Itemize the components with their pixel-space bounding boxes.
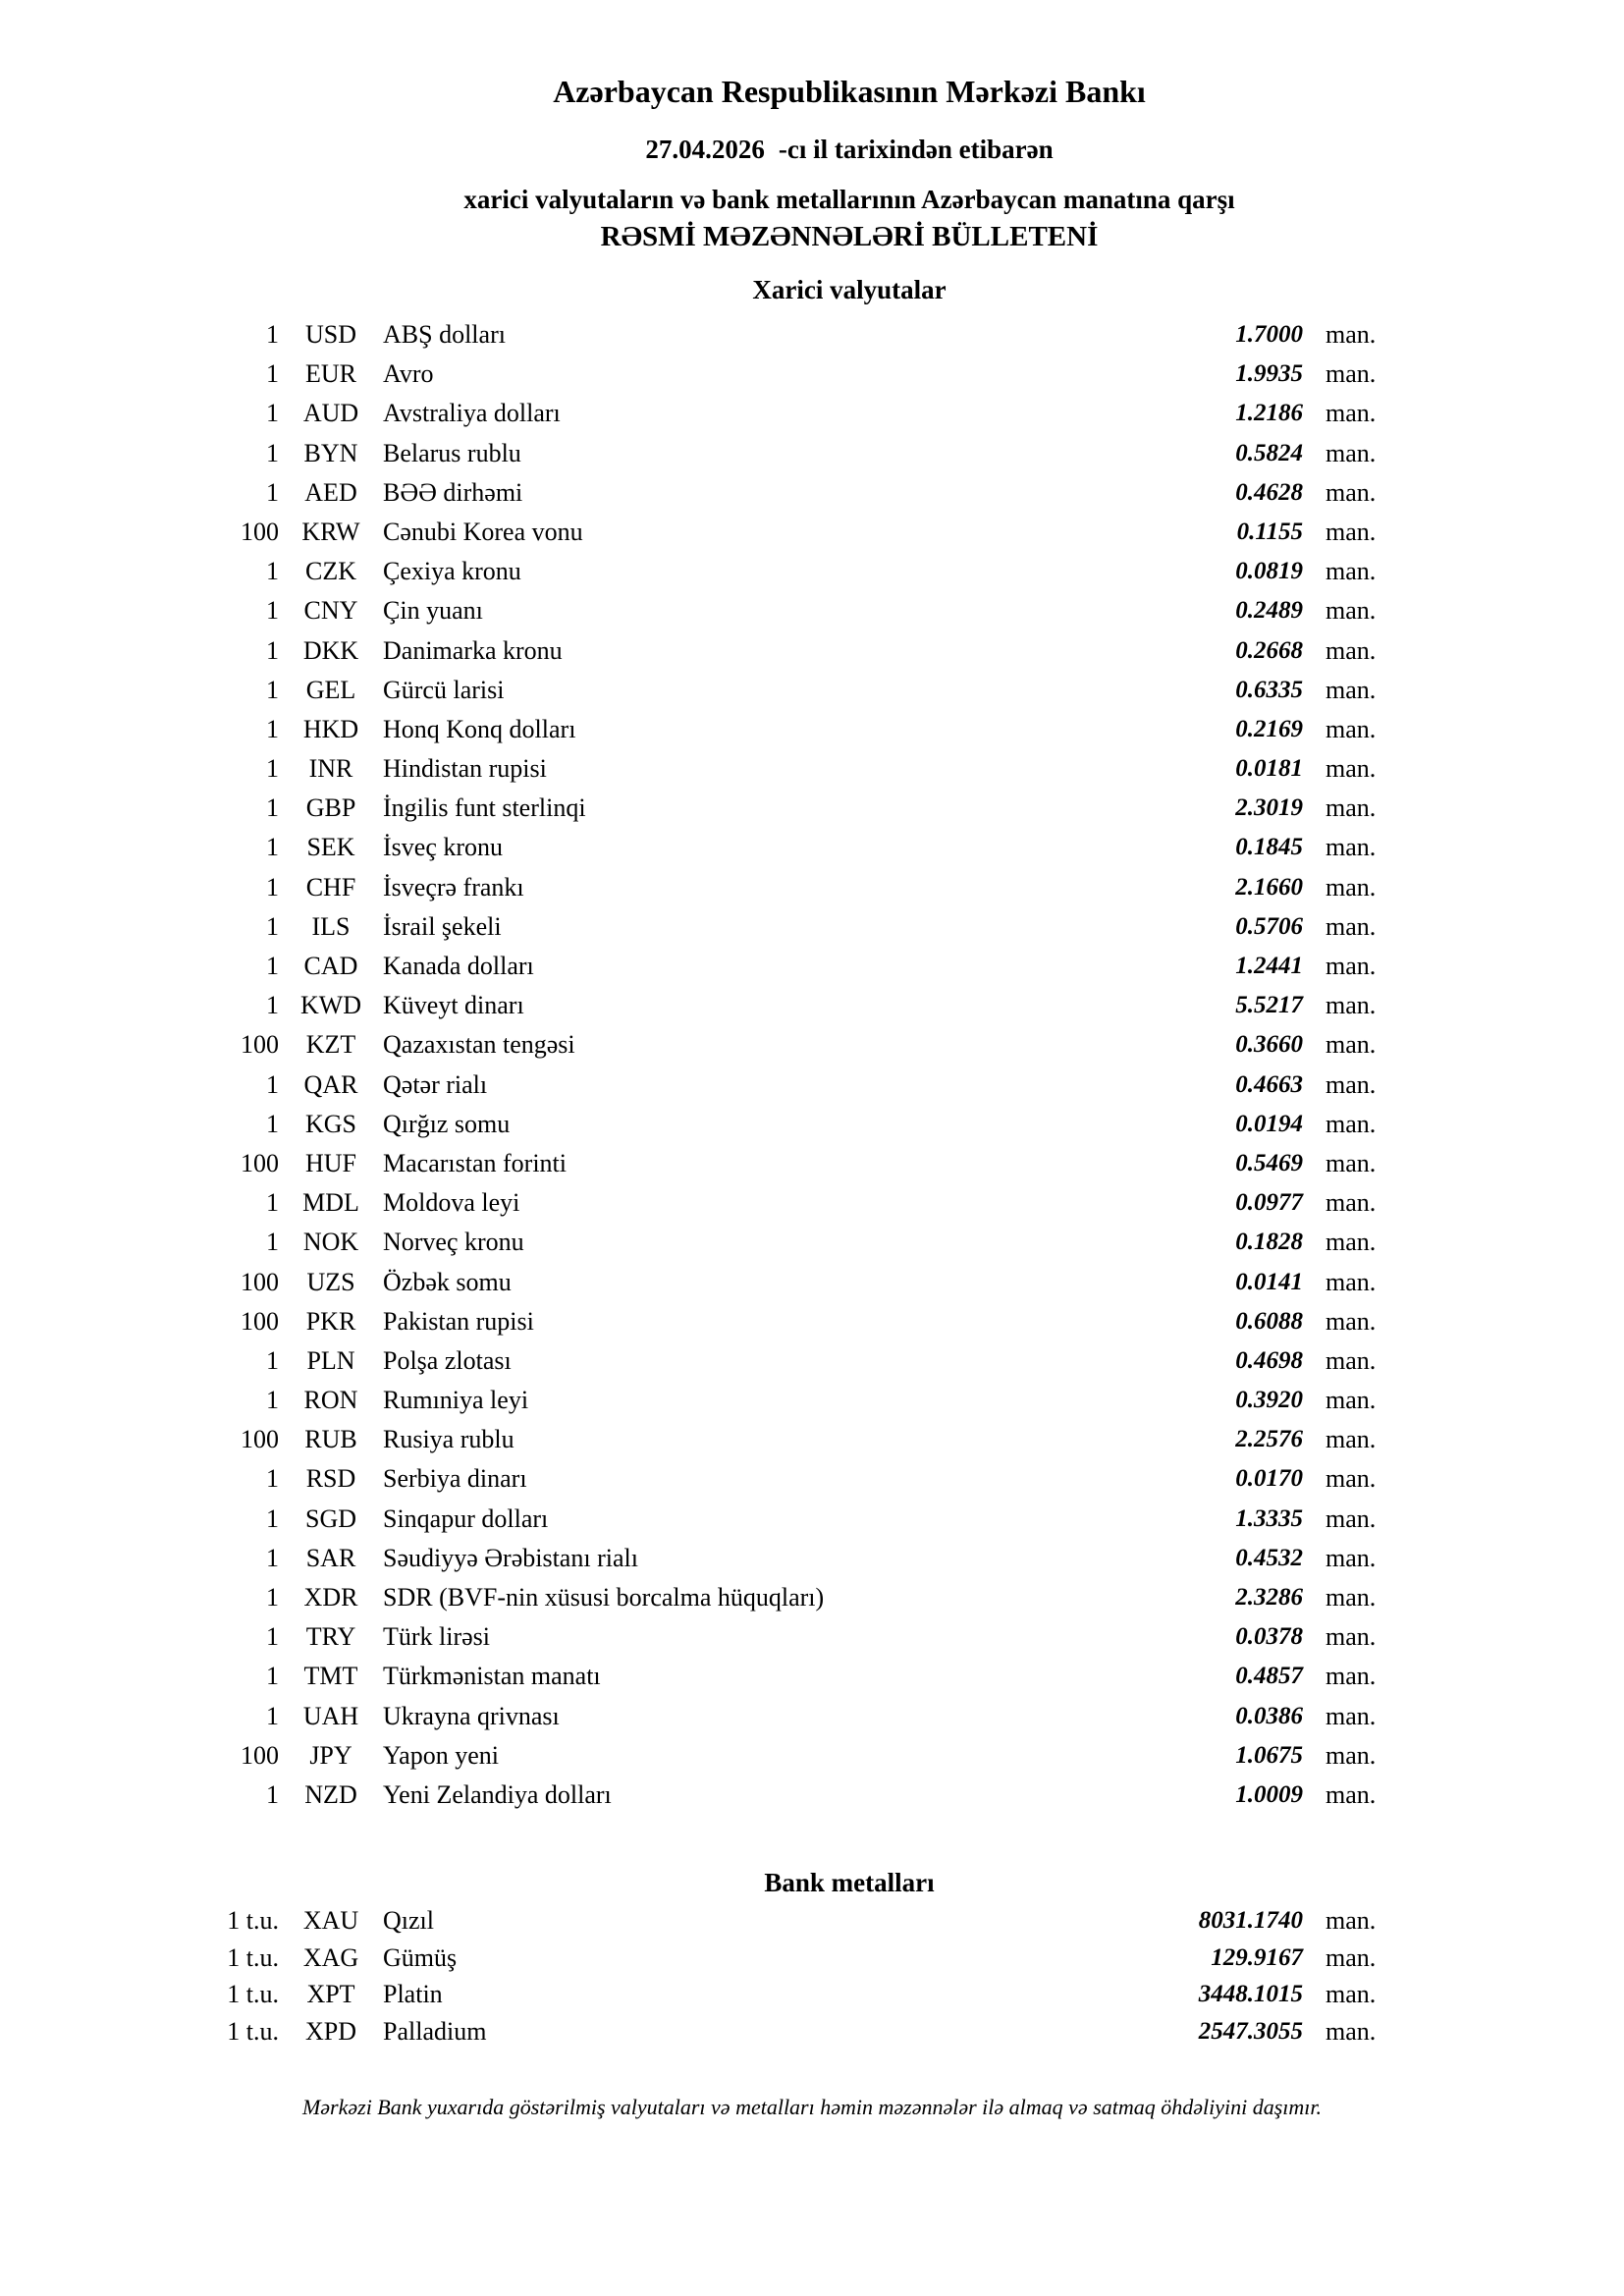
currency-row-name: Çexiya kronu	[383, 557, 521, 586]
currency-row-name: Norveç kronu	[383, 1228, 524, 1257]
currency-row-qty: 1	[266, 1386, 279, 1415]
currency-row-code: GEL	[305, 675, 356, 704]
effective-date-suffix: -cı il tarixindən etibarən	[778, 135, 1054, 164]
currency-row-code: KZT	[305, 1030, 356, 1060]
currency-row	[0, 1263, 1624, 1302]
currency-row-rate: 5.5217	[1235, 992, 1303, 1019]
currency-row-qty: 1	[266, 714, 279, 743]
currency-row-code: DKK	[302, 635, 359, 665]
currency-row	[0, 1539, 1624, 1578]
currency-row-qty: 100	[241, 517, 279, 546]
currency-row-unit: man.	[1326, 714, 1377, 743]
currency-row-unit: man.	[1326, 477, 1377, 507]
currency-row-rate: 1.3335	[1235, 1504, 1303, 1532]
currency-row-name: Kanada dolları	[383, 952, 534, 980]
currency-row-name: Avro	[383, 359, 434, 389]
currency-row	[0, 1617, 1624, 1657]
currency-row-name: Özbək somu	[383, 1267, 512, 1296]
currency-row-qty: 100	[241, 1267, 279, 1296]
currency-row	[0, 1223, 1624, 1262]
currency-row-qty: 1	[266, 596, 279, 626]
currency-row	[0, 513, 1624, 552]
metal-row-qty: 1 t.u.	[227, 1906, 279, 1935]
currency-row-unit: man.	[1326, 1779, 1377, 1809]
metal-row	[0, 1940, 1624, 1977]
metal-row-rate: 2547.3055	[1198, 2018, 1303, 2046]
metal-row-qty: 1 t.u.	[227, 1942, 279, 1972]
currency-row-qty: 100	[241, 1306, 279, 1336]
currency-row-name: Ukrayna qrivnası	[383, 1701, 560, 1730]
metal-row-rate: 8031.1740	[1198, 1907, 1303, 1934]
currency-row-unit: man.	[1326, 1109, 1377, 1138]
currency-row-qty: 1	[266, 1345, 279, 1375]
currency-row-rate: 0.6088	[1235, 1307, 1303, 1335]
metal-row-name: Qızıl	[383, 1906, 434, 1935]
metal-row-name: Gümüş	[383, 1942, 458, 1972]
currency-row-qty: 1	[266, 1543, 279, 1572]
currency-row-name: Cənubi Korea vonu	[383, 517, 583, 546]
currency-row-qty: 1	[266, 557, 279, 586]
currency-row-name: Qətər rialı	[383, 1069, 488, 1099]
currency-row-name: Türk lirəsi	[383, 1622, 491, 1652]
currency-row-name: Səudiyyə Ərəbistanı rialı	[383, 1543, 638, 1572]
bulletin-title: RƏSMİ MƏZƏNNƏLƏRİ BÜLLETENİ	[600, 221, 1099, 252]
currency-row-code: INR	[308, 754, 353, 784]
currency-row	[0, 631, 1624, 671]
currency-row-name: Yeni Zelandiya dolları	[383, 1779, 612, 1809]
metal-row-unit: man.	[1326, 1980, 1377, 2009]
currency-row-unit: man.	[1326, 952, 1377, 980]
currency-row	[0, 394, 1624, 433]
currency-row-unit: man.	[1326, 1425, 1377, 1454]
currency-row-rate: 0.6335	[1235, 676, 1303, 703]
metal-row-name: Platin	[383, 1980, 443, 2009]
currency-row-rate: 0.1828	[1235, 1229, 1303, 1256]
currency-row-rate: 0.0141	[1235, 1268, 1303, 1295]
currency-row-qty: 1	[266, 793, 279, 823]
currency-row-unit: man.	[1326, 1306, 1377, 1336]
currency-row-qty: 1	[266, 399, 279, 428]
currency-row-code: NOK	[302, 1228, 359, 1257]
metal-row-code: XPT	[306, 1980, 355, 2009]
currency-row-code: PKR	[305, 1306, 356, 1336]
currency-row-qty: 1	[266, 833, 279, 862]
currency-row-code: NZD	[304, 1779, 357, 1809]
currency-row-unit: man.	[1326, 1069, 1377, 1099]
currency-row-qty: 1	[266, 872, 279, 902]
currency-row	[0, 710, 1624, 749]
currency-row	[0, 434, 1624, 473]
currency-row	[0, 1025, 1624, 1065]
currency-row	[0, 1776, 1624, 1815]
currency-row-rate: 0.1845	[1235, 834, 1303, 861]
currency-row-rate: 1.9935	[1235, 360, 1303, 388]
currency-row	[0, 1459, 1624, 1499]
currency-row-name: Qırğız somu	[383, 1109, 511, 1138]
currency-row-code: RUB	[304, 1425, 357, 1454]
currencies-section-title: Xarici valyutalar	[752, 275, 947, 304]
currency-row-rate: 1.2186	[1235, 400, 1303, 427]
currency-row-rate: 1.0675	[1235, 1741, 1303, 1769]
currency-row-unit: man.	[1326, 635, 1377, 665]
metal-row-unit: man.	[1326, 2017, 1377, 2047]
currency-row-qty: 1	[266, 1188, 279, 1218]
currency-row-unit: man.	[1326, 754, 1377, 784]
metal-row-unit: man.	[1326, 1906, 1377, 1935]
currency-row-unit: man.	[1326, 359, 1377, 389]
currency-row-qty: 100	[241, 1425, 279, 1454]
metal-row-name: Palladium	[383, 2017, 487, 2047]
effective-date: 27.04.2026	[645, 135, 765, 164]
currency-row-code: CAD	[303, 952, 358, 980]
currency-row	[0, 473, 1624, 513]
currency-row-qty: 1	[266, 359, 279, 389]
currency-row-unit: man.	[1326, 1345, 1377, 1375]
currency-row	[0, 1500, 1624, 1539]
metal-row-rate: 129.9167	[1211, 1943, 1303, 1971]
currency-row-unit: man.	[1326, 793, 1377, 823]
currency-row-unit: man.	[1326, 1701, 1377, 1730]
currency-row-code: BYN	[303, 438, 358, 467]
currency-row-code: TRY	[305, 1622, 356, 1652]
currency-row-qty: 1	[266, 477, 279, 507]
currency-row-qty: 1	[266, 911, 279, 941]
currency-row-unit: man.	[1326, 399, 1377, 428]
currency-row	[0, 1341, 1624, 1381]
currency-row-name: Çin yuanı	[383, 596, 483, 626]
currency-row-rate: 1.0009	[1235, 1780, 1303, 1808]
currency-row-code: HKD	[302, 714, 359, 743]
currency-row-unit: man.	[1326, 557, 1377, 586]
currency-row-code: RSD	[305, 1464, 356, 1494]
currency-row	[0, 1697, 1624, 1736]
currency-row-unit: man.	[1326, 1503, 1377, 1533]
metal-row-rate: 3448.1015	[1198, 1981, 1303, 2008]
currency-row	[0, 591, 1624, 630]
currency-row-code: UAH	[302, 1701, 359, 1730]
currency-row-rate: 0.0181	[1235, 755, 1303, 783]
currency-row-name: İsrail şekeli	[383, 911, 502, 941]
currency-row-code: CHF	[305, 872, 356, 902]
currency-row-rate: 0.5824	[1235, 439, 1303, 466]
subtitle: xarici valyutaların və bank metallarının Azərbaycan manatına qarşı	[463, 185, 1235, 214]
currency-row-rate: 0.2668	[1235, 636, 1303, 664]
currency-row-rate: 0.0819	[1235, 558, 1303, 585]
currency-row-name: Rusiya rublu	[383, 1425, 514, 1454]
currency-row-name: İngilis funt sterlinqi	[383, 793, 586, 823]
currency-row-code: TMT	[303, 1662, 358, 1691]
currency-row-rate: 2.3286	[1235, 1584, 1303, 1611]
currency-row	[0, 986, 1624, 1025]
currency-row-unit: man.	[1326, 1030, 1377, 1060]
currency-row-rate: 0.2169	[1235, 715, 1303, 742]
currency-row-code: HUF	[304, 1148, 356, 1177]
currency-row-rate: 2.1660	[1235, 873, 1303, 901]
currency-row-name: Serbiya dinarı	[383, 1464, 527, 1494]
currency-row-unit: man.	[1326, 1583, 1377, 1612]
currency-row-unit: man.	[1326, 1622, 1377, 1652]
currency-row-code: GBP	[305, 793, 356, 823]
currency-row-unit: man.	[1326, 517, 1377, 546]
currency-row-rate: 0.0378	[1235, 1623, 1303, 1651]
currency-row-name: Avstraliya dolları	[383, 399, 561, 428]
currency-row-rate: 2.3019	[1235, 794, 1303, 822]
currency-row-rate: 2.2576	[1235, 1426, 1303, 1453]
currency-row	[0, 315, 1624, 355]
currency-row-unit: man.	[1326, 1386, 1377, 1415]
currency-row-rate: 0.0170	[1235, 1465, 1303, 1493]
currency-table	[0, 315, 1624, 1815]
currency-row	[0, 1302, 1624, 1341]
currency-row-name: Türkmənistan manatı	[383, 1662, 601, 1691]
currency-row-rate: 0.4663	[1235, 1070, 1303, 1098]
currency-row-qty: 1	[266, 754, 279, 784]
metals-section-title: Bank metalları	[764, 1868, 935, 1897]
currency-row-unit: man.	[1326, 1228, 1377, 1257]
currency-row-unit: man.	[1326, 675, 1377, 704]
currency-row	[0, 671, 1624, 710]
currency-row-rate: 1.2441	[1235, 953, 1303, 979]
currency-row-name: Gürcü larisi	[383, 675, 505, 704]
currency-row-code: SAR	[305, 1543, 356, 1572]
currency-row-code: EUR	[305, 359, 356, 389]
currency-row-rate: 0.5469	[1235, 1149, 1303, 1176]
currency-row-name: Sinqapur dolları	[383, 1503, 549, 1533]
currency-row-rate: 1.7000	[1235, 321, 1303, 348]
currency-row-code: KRW	[301, 517, 360, 546]
currency-row-rate: 0.5706	[1235, 912, 1303, 940]
currency-row-rate: 0.0977	[1235, 1189, 1303, 1217]
currency-row-qty: 1	[266, 991, 279, 1020]
currency-row-qty: 1	[266, 1583, 279, 1612]
currency-row-qty: 1	[266, 675, 279, 704]
currency-row-unit: man.	[1326, 872, 1377, 902]
currency-row-name: ABŞ dolları	[383, 320, 506, 349]
currency-row	[0, 749, 1624, 789]
currency-row-name: Rumıniya leyi	[383, 1386, 529, 1415]
currency-row-qty: 1	[266, 635, 279, 665]
currency-row-name: İsveçrə frankı	[383, 872, 524, 902]
currency-row	[0, 828, 1624, 867]
currency-row-name: Danimarka kronu	[383, 635, 563, 665]
currency-row-qty: 1	[266, 1109, 279, 1138]
currency-row-unit: man.	[1326, 596, 1377, 626]
currency-row-code: RON	[303, 1386, 358, 1415]
currency-row	[0, 947, 1624, 986]
metal-row-qty: 1 t.u.	[227, 2017, 279, 2047]
currency-row-code: ILS	[311, 911, 351, 941]
currency-row-qty: 1	[266, 1662, 279, 1691]
currency-row-name: Belarus rublu	[383, 438, 521, 467]
currency-row-rate: 0.4857	[1235, 1663, 1303, 1690]
currency-row-code: PLN	[306, 1345, 355, 1375]
currency-row-unit: man.	[1326, 1543, 1377, 1572]
currency-row-name: Macarıstan forinti	[383, 1148, 567, 1177]
currency-row-unit: man.	[1326, 320, 1377, 349]
currency-row	[0, 1105, 1624, 1144]
currency-row-code: CZK	[305, 557, 356, 586]
currency-row-qty: 1	[266, 1464, 279, 1494]
currency-row-rate: 0.1155	[1236, 518, 1303, 545]
currency-row-code: SGD	[304, 1503, 356, 1533]
currency-row-qty: 100	[241, 1148, 279, 1177]
currency-row-qty: 1	[266, 320, 279, 349]
currency-row-rate: 0.0386	[1235, 1702, 1303, 1729]
currency-row-qty: 1	[266, 1228, 279, 1257]
currency-row-unit: man.	[1326, 833, 1377, 862]
currency-row-rate: 0.4628	[1235, 478, 1303, 506]
currency-row-qty: 1	[266, 1503, 279, 1533]
currency-row-code: KWD	[299, 991, 362, 1020]
effective-date-line	[75, 134, 1624, 165]
currency-row	[0, 1144, 1624, 1183]
currency-row-rate: 0.4532	[1235, 1544, 1303, 1571]
currency-row-code: USD	[304, 320, 356, 349]
currency-row-unit: man.	[1326, 438, 1377, 467]
currency-row-name: Honq Konq dolları	[383, 714, 576, 743]
metal-row	[0, 1902, 1624, 1940]
currency-row-rate: 0.2489	[1235, 597, 1303, 625]
currency-row-unit: man.	[1326, 1188, 1377, 1218]
currency-row	[0, 1420, 1624, 1459]
currency-row-name: Polşa zlotası	[383, 1345, 512, 1375]
currency-row-name: Hindistan rupisi	[383, 754, 547, 784]
currency-row-unit: man.	[1326, 1267, 1377, 1296]
currency-row-unit: man.	[1326, 1662, 1377, 1691]
currency-row-qty: 1	[266, 952, 279, 980]
currency-row-code: AED	[304, 477, 357, 507]
currency-row	[0, 789, 1624, 828]
currency-row-unit: man.	[1326, 1464, 1377, 1494]
currency-row-name: Yapon yeni	[383, 1740, 499, 1770]
metal-row-qty: 1 t.u.	[227, 1980, 279, 2009]
currency-row-name: Küveyt dinarı	[383, 991, 524, 1020]
metal-row-code: XPD	[304, 2017, 356, 2047]
currency-row-code: MDL	[302, 1188, 359, 1218]
currency-row-rate: 0.4698	[1235, 1346, 1303, 1374]
currency-row-qty: 1	[266, 1069, 279, 1099]
metal-row-unit: man.	[1326, 1942, 1377, 1972]
currency-row-name: SDR (BVF-nin xüsusi borcalma hüquqları)	[383, 1583, 825, 1612]
currency-row-code: AUD	[302, 399, 359, 428]
currency-row-code: UZS	[306, 1267, 355, 1296]
metal-row-code: XAU	[302, 1906, 359, 1935]
currency-row-code: XDR	[303, 1583, 358, 1612]
currency-row-name: BƏƏ dirhəmi	[383, 477, 523, 507]
currency-row-name: Qazaxıstan tengəsi	[383, 1030, 575, 1060]
currency-row	[0, 355, 1624, 394]
currency-row-rate: 0.3660	[1235, 1031, 1303, 1059]
metal-row	[0, 2013, 1624, 2050]
currency-row-qty: 100	[241, 1030, 279, 1060]
currency-row-unit: man.	[1326, 1740, 1377, 1770]
currency-row-name: Pakistan rupisi	[383, 1306, 534, 1336]
footer-note: Mərkəzi Bank yuxarıda göstərilmiş valyutaları və metalları həmin məzənnələr ilə almaq və satmaq öhdəliyini daşımır.	[301, 2095, 1323, 2119]
metal-table	[0, 1902, 1624, 2050]
currency-row-rate: 0.0194	[1235, 1110, 1303, 1137]
page-title: Azərbaycan Respublikasının Mərkəzi Bankı	[553, 74, 1146, 109]
currency-row-code: KGS	[304, 1109, 356, 1138]
currency-row	[0, 1736, 1624, 1776]
metal-row	[0, 1976, 1624, 2013]
currency-row-unit: man.	[1326, 911, 1377, 941]
currency-row-unit: man.	[1326, 1148, 1377, 1177]
currency-row	[0, 1657, 1624, 1696]
currency-row-code: QAR	[303, 1069, 358, 1099]
currency-row-code: CNY	[303, 596, 358, 626]
currency-row-name: İsveç kronu	[383, 833, 504, 862]
currency-row	[0, 1183, 1624, 1223]
currency-row-name: Moldova leyi	[383, 1188, 520, 1218]
currency-row-qty: 1	[266, 1779, 279, 1809]
currency-row-code: SEK	[306, 833, 355, 862]
currency-row-qty: 100	[241, 1740, 279, 1770]
currency-row-unit: man.	[1326, 991, 1377, 1020]
currency-row	[0, 552, 1624, 591]
currency-row	[0, 1381, 1624, 1420]
currency-row	[0, 1578, 1624, 1617]
currency-row-rate: 0.3920	[1235, 1387, 1303, 1414]
currency-row	[0, 907, 1624, 947]
currency-row	[0, 1066, 1624, 1105]
metal-row-code: XAG	[302, 1942, 359, 1972]
currency-row-code: JPY	[309, 1740, 352, 1770]
currency-row-qty: 1	[266, 1622, 279, 1652]
currency-row	[0, 868, 1624, 907]
currency-row-qty: 1	[266, 438, 279, 467]
currency-row-qty: 1	[266, 1701, 279, 1730]
